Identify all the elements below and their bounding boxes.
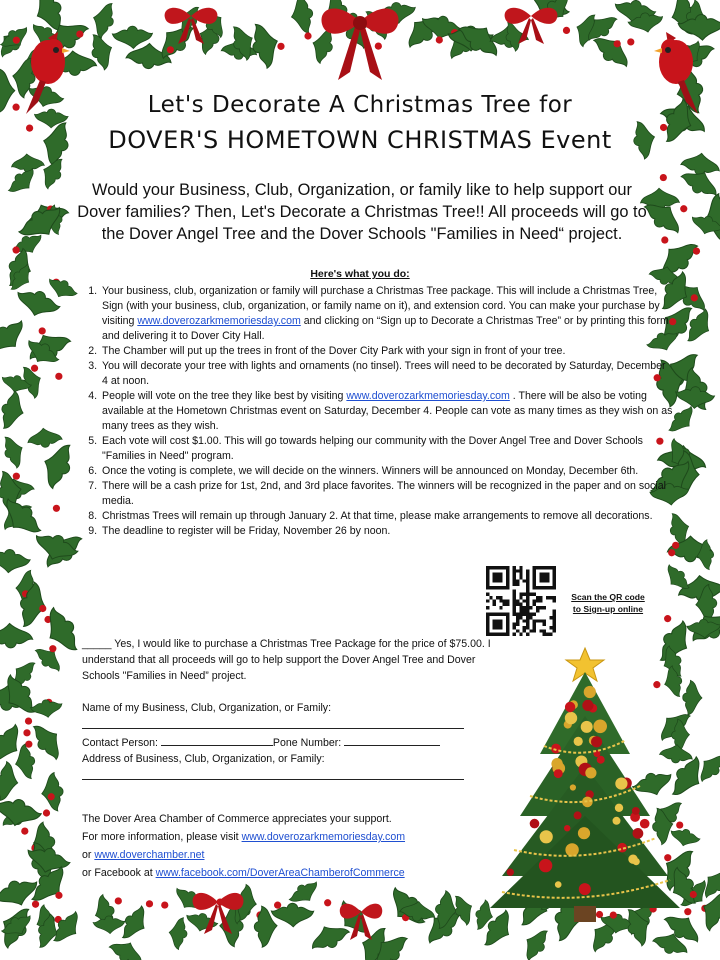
step-item xyxy=(100,434,674,464)
contact-field-line[interactable] xyxy=(161,734,273,746)
bow-top-left-icon xyxy=(160,2,222,46)
purchase-text: Yes, I would like to purchase a Christmas Tree Package for the price of $75.00. I understand that all proceeds will go to help support the Dover Angel Tree and Dover Schools "Families in Need” project. xyxy=(82,638,491,682)
chamber-link[interactable]: www.doverchamber.net xyxy=(94,849,205,861)
step-item xyxy=(100,479,674,509)
step-text: . There will be also be voting available at the Hometown Christmas event on Saturday, December 4. People can vote as many times as they wish on as many trees as they wish. xyxy=(102,390,673,432)
step-item xyxy=(100,389,674,434)
step-text: You will decorate your tree with lights and ornaments (no tinsel). Trees will need to be decorated by Saturday, December 4 at noon. xyxy=(102,360,666,387)
step-item xyxy=(100,524,432,539)
step-item xyxy=(100,359,674,389)
step-item xyxy=(100,284,674,344)
christmas-tree-icon xyxy=(480,636,690,926)
bow-bottom-center-icon xyxy=(336,898,386,942)
bow-top-right-icon xyxy=(500,2,562,46)
intro-paragraph: Would your Business, Club, Organization, or family like to help support our Dover families? Then, Let's Decorate a Christmas Tree!! All proceeds will go to the Dover Angel Tree and the Dover Schools "Families in Need“ project. xyxy=(77,181,647,243)
bow-top-center-icon xyxy=(318,0,402,82)
step-text: There will be a cash prize for 1st, 2nd, and 3rd place favorites. The winners will be recognized in the paper and on social media. xyxy=(102,480,666,507)
name-field-label: Name of my Business, Club, Organization, or Family: xyxy=(82,702,332,714)
step-text: The Chamber will put up the trees in front of the Dover City Park with your sign in front of your tree. xyxy=(102,345,566,357)
website-link[interactable]: www.doverozarkmemoriesday.com xyxy=(241,831,406,843)
step-text: and clicking on “Sign up to Decorate a Christmas Tree” or by printing this form and delivering it to Dover City Hall. xyxy=(102,315,669,342)
footer-text: For more information, please visit xyxy=(82,831,242,843)
step-link[interactable]: www.doverozarkmemoriesday.com xyxy=(346,390,510,402)
step-text: Christmas Trees will remain up through January 2. At that time, please make arrangements to remove all decorations. xyxy=(102,510,653,522)
page-title-line-1: Let's Decorate A Christmas Tree for xyxy=(147,92,573,118)
footer-facebook-line xyxy=(82,864,502,882)
signup-form xyxy=(82,636,494,785)
step-text: People will vote on the tree they like best by visiting xyxy=(102,390,347,402)
contact-label: Contact Person: xyxy=(82,737,158,749)
contact-row xyxy=(82,734,494,751)
step-item xyxy=(100,344,674,359)
purchase-statement xyxy=(82,636,494,684)
step-item xyxy=(100,509,674,524)
address-field-label: Address of Business, Club, Organization, or Family: xyxy=(82,753,325,765)
footer-contact xyxy=(82,810,502,882)
footer-text: or Facebook at xyxy=(82,867,156,879)
footer-text: or xyxy=(82,849,95,861)
footer-thanks: The Dover Area Chamber of Commerce appreciates your support. xyxy=(82,813,392,825)
footer-info-line xyxy=(82,828,502,846)
address-field-line[interactable] xyxy=(82,767,464,780)
steps-list xyxy=(76,284,674,539)
step-text: Once the voting is complete, we will decide on the winners. Winners will be announced on Monday, December 6th. xyxy=(102,465,639,477)
steps-heading: Here's what you do: xyxy=(310,268,410,280)
footer-chamber-line xyxy=(82,846,502,864)
step-text: Each vote will cost $1.00. This will go towards helping our community with the Dover Angel Tree and Dover Schools "Families in Need" program. xyxy=(102,435,643,462)
qr-code-label: Scan the QR code to Sign-up online xyxy=(571,592,645,614)
qr-code-icon[interactable] xyxy=(486,566,556,636)
step-text: The deadline to register will be Friday, November 26 by noon. xyxy=(102,525,391,537)
bow-bottom-icon xyxy=(188,886,248,936)
page-title-line-2: DOVER'S HOMETOWN CHRISTMAS Event xyxy=(108,126,612,154)
phone-field-line[interactable] xyxy=(344,734,440,746)
step-text: Your business, club, organization or family will purchase a Christmas Tree package. This will include a Christmas Tree, Sign (with your business, club, organization, or family name on it), and extension cord. You can make your purchase by visiting xyxy=(102,285,660,327)
name-field-line[interactable] xyxy=(82,716,464,729)
step-link[interactable]: www.doverozarkmemoriesday.com xyxy=(137,315,301,327)
purchase-checkbox-blank[interactable]: _____ xyxy=(82,638,112,650)
facebook-link[interactable]: www.facebook.com/DoverAreaChamberofCommerce xyxy=(155,867,405,879)
step-item xyxy=(100,464,674,479)
phone-label: Pone Number: xyxy=(272,737,342,749)
